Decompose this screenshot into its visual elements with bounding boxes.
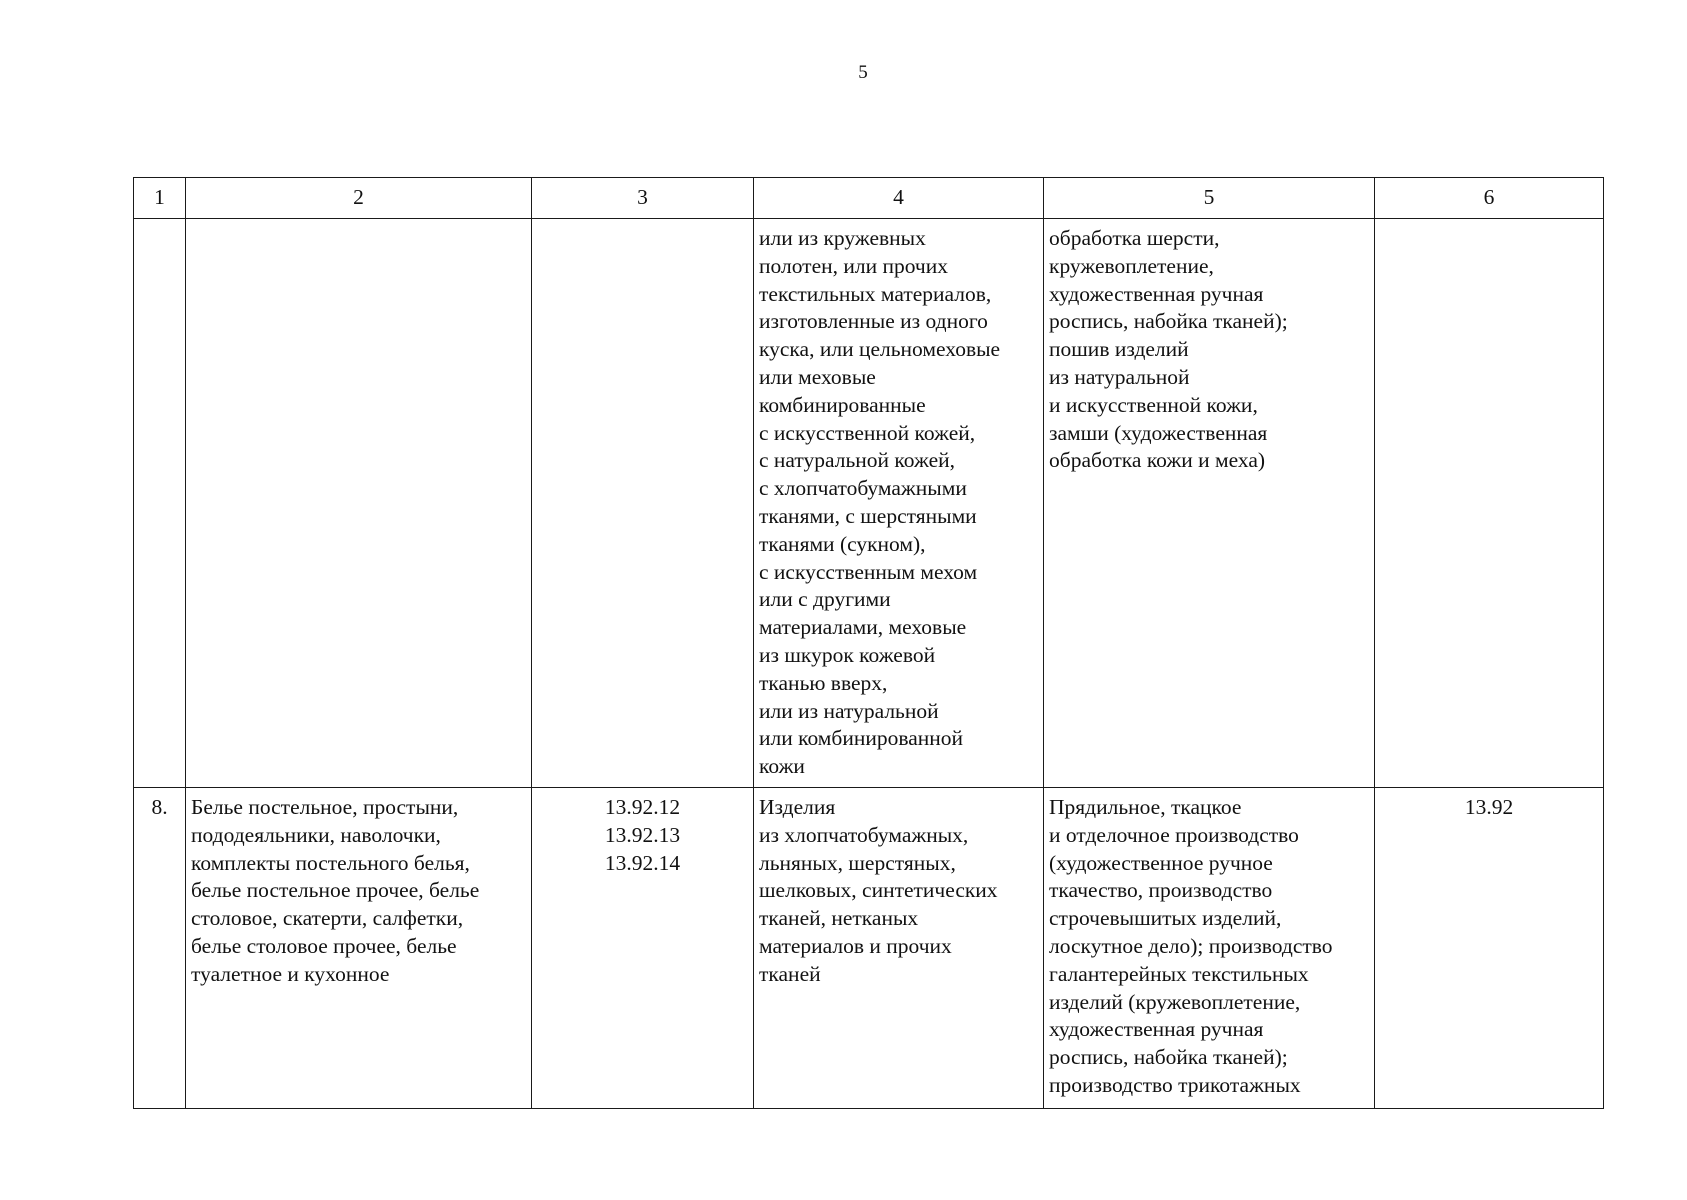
materials-cell: или из кружевных полотен, или прочих текстильных материалов, изготовленные из одного куска, или цельномеховые или меховые комбинированные с искусственной кожей, с натуральной кожей, с хлопчатобумажными тканями, с шерстяными тканями (сукном), с искусственным мехом или с другими материалами, меховые из шкурок кожевой тканью вверх, или из натуральной или комбинированной кожи — [754, 219, 1044, 788]
row-number-cell: 8. — [134, 788, 186, 1109]
column-header-1: 1 — [134, 178, 186, 219]
product-codes-cell — [532, 219, 754, 788]
product-codes-cell: 13.92.12 13.92.13 13.92.14 — [532, 788, 754, 1109]
product-name-cell: Белье постельное, простыни, пододеяльники, наволочки, комплекты постельного белья, белье постельное прочее, белье столовое, скатерти, салфетки, белье столовое прочее, белье туалетное и кухонное — [186, 788, 532, 1109]
row-number-cell — [134, 219, 186, 788]
column-header-6: 6 — [1375, 178, 1604, 219]
okved-code-cell — [1375, 219, 1604, 788]
column-header-5: 5 — [1044, 178, 1375, 219]
table-header — [134, 178, 1604, 219]
page-number: 5 — [858, 62, 868, 83]
materials-cell: Изделия из хлопчатобумажных, льняных, шерстяных, шелковых, синтетических тканей, нетканых материалов и прочих тканей — [754, 788, 1044, 1109]
column-header-2: 2 — [186, 178, 532, 219]
column-header-3: 3 — [532, 178, 754, 219]
production-cell: Прядильное, ткацкое и отделочное производство (художественное ручное ткачество, производство строчевышитых изделий, лоскутное дело); производство галантерейных текстильных изделий (кружевоплетение, художественная ручная роспись, набойка тканей); производство трикотажных — [1044, 788, 1375, 1109]
table-row-8 — [134, 788, 1604, 1109]
header-row — [134, 178, 1604, 219]
table-row-continued — [134, 219, 1604, 788]
column-header-4: 4 — [754, 178, 1044, 219]
products-table — [133, 177, 1604, 1109]
product-name-cell — [186, 219, 532, 788]
okved-code-cell: 13.92 — [1375, 788, 1604, 1109]
production-cell: обработка шерсти, кружевоплетение, художественная ручная роспись, набойка тканей); пошив изделий из натуральной и искусственной кожи, замши (художественная обработка кожи и меха) — [1044, 219, 1375, 788]
